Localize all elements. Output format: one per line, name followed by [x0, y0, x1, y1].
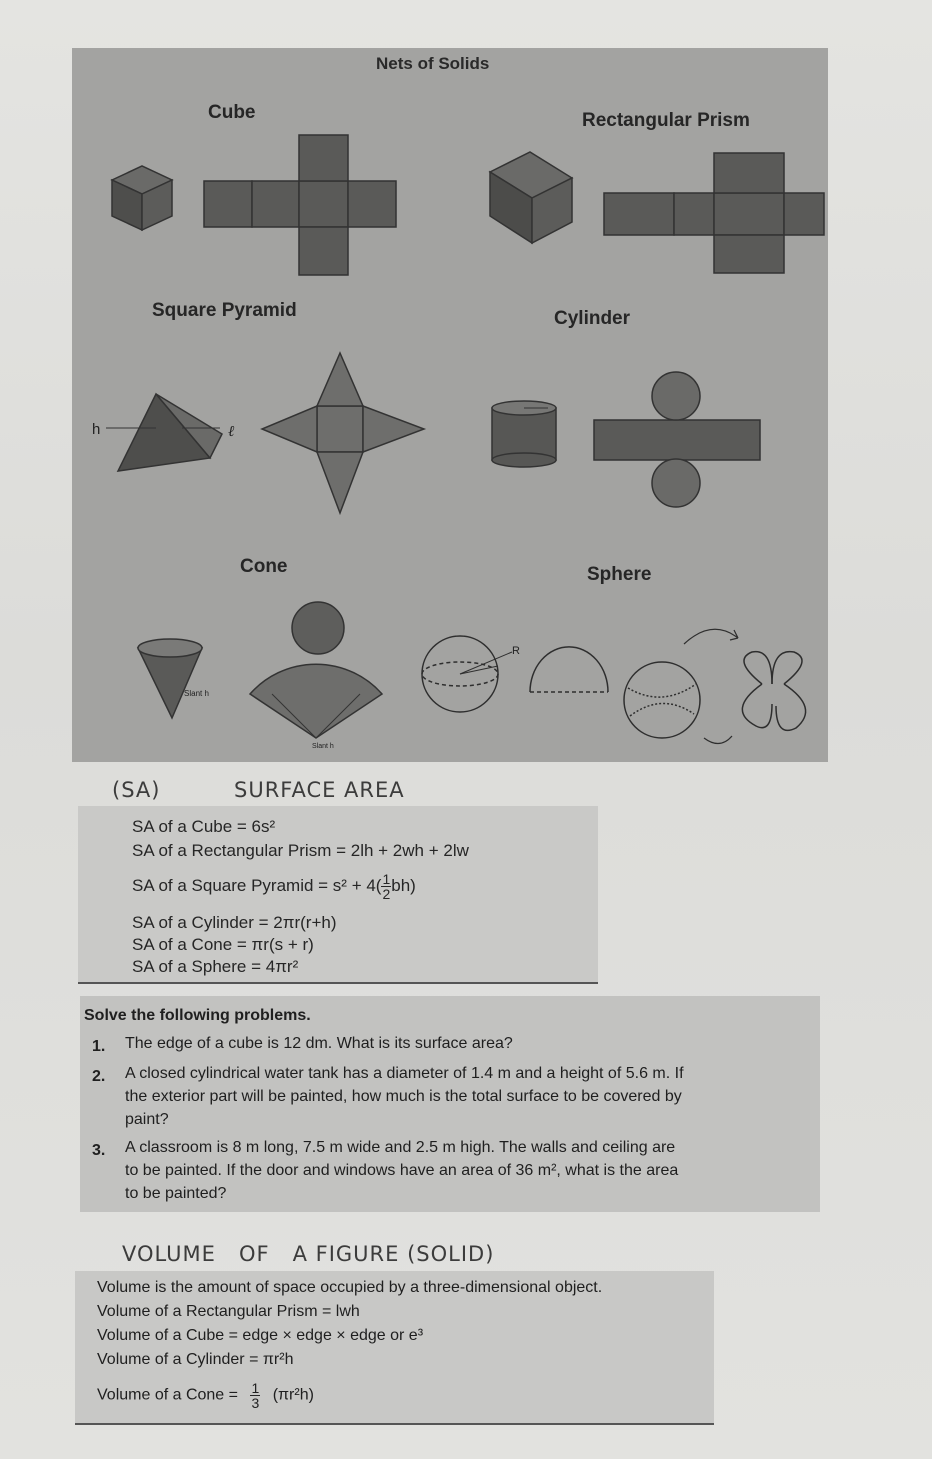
sa-cone-formula: SA of a Cone = πr(s + r) [132, 935, 314, 954]
rectangular-prism-solid [490, 152, 572, 243]
nets-diagram [72, 48, 828, 762]
sa-pyramid-frac-den: 2 [382, 886, 391, 902]
cube-solid [112, 166, 172, 230]
sa-cylinder-formula: SA of a Cylinder = 2πr(r+h) [132, 913, 337, 932]
cone-net [250, 602, 382, 738]
sphere-radius-mark: R [512, 645, 520, 657]
sa-abbrev: (SA) [112, 778, 161, 802]
volume-rect-prism-formula: Volume of a Rectangular Prism = lwh [97, 1303, 360, 1320]
volume-cone-frac-num: 1 [251, 1380, 260, 1396]
rectangular-prism-label: Rectangular Prism [582, 110, 750, 131]
volume-cone-frac-den: 3 [251, 1395, 260, 1411]
cone-net-slant-mark: Slant h [312, 743, 334, 750]
problem-1-line-1: The edge of a cube is 12 dm. What is its surface area? [125, 1035, 513, 1052]
sa-square-pyramid-formula [132, 872, 416, 901]
volume-cylinder-formula: Volume of a Cylinder = πr²h [97, 1351, 294, 1368]
problem-3-text [125, 1136, 678, 1205]
sa-pyramid-prefix: SA of a Square Pyramid = s² + 4( [132, 875, 382, 895]
problem-2-text [125, 1062, 684, 1131]
problems-instruction: Solve the following problems. [84, 1007, 311, 1024]
rectangular-prism-net [604, 153, 824, 273]
sa-rect-prism-formula: SA of a Rectangular Prism = 2lh + 2wh + 2lw [132, 841, 469, 860]
volume-heading: VOLUME OF A FIGURE (SOLID) [122, 1242, 495, 1266]
sa-pyramid-fraction [381, 872, 391, 901]
volume-cone-suffix: (πr²h) [272, 1386, 314, 1404]
hemisphere [530, 647, 608, 692]
volume-formulas [75, 1271, 714, 1425]
problem-1-number: 1. [92, 1038, 106, 1055]
cone-solid [138, 639, 202, 718]
sa-pyramid-suffix: bh) [391, 875, 416, 895]
problem-3-line-3: to be painted? [125, 1185, 227, 1202]
cylinder-net [594, 372, 760, 507]
problem-3-line-1: A classroom is 8 m long, 7.5 m wide and 2.5 m high. The walls and ceiling are [125, 1139, 676, 1156]
sphere-solid [422, 636, 512, 712]
problems-box [80, 996, 820, 1212]
cube-label: Cube [208, 102, 256, 123]
pyramid-height-mark: h [92, 421, 101, 438]
sa-pyramid-frac-num: 1 [382, 871, 391, 887]
sa-cube-formula: SA of a Cube = 6s² [132, 817, 276, 836]
problem-3-number: 3. [92, 1142, 106, 1159]
problem-3-line-2: to be painted. If the door and windows have an area of 36 m², what is the area [125, 1162, 679, 1179]
sphere-label: Sphere [587, 564, 652, 585]
surface-area-formulas [78, 806, 598, 984]
nets-title: Nets of Solids [376, 54, 490, 73]
volume-cube-formula: Volume of a Cube = edge × edge × edge or e³ [97, 1327, 424, 1344]
volume-cone-formula [97, 1381, 314, 1410]
nets-of-solids-panel [72, 48, 828, 762]
problem-2-line-1: A closed cylindrical water tank has a diameter of 1.4 m and a height of 5.6 m. If [125, 1065, 684, 1082]
problem-1-text [125, 1032, 513, 1055]
square-pyramid-net [262, 353, 424, 513]
volume-definition: Volume is the amount of space occupied by a three-dimensional object. [97, 1279, 603, 1296]
cube-net [204, 135, 396, 275]
volume-cone-prefix: Volume of a Cone = [97, 1386, 238, 1404]
volume-cone-fraction [250, 1381, 260, 1410]
sa-sphere-formula: SA of a Sphere = 4πr² [132, 957, 299, 976]
cylinder-label: Cylinder [554, 308, 631, 329]
square-pyramid-label: Square Pyramid [152, 300, 297, 321]
sa-heading: SURFACE AREA [234, 778, 405, 802]
cone-label: Cone [240, 556, 288, 577]
problem-2-number: 2. [92, 1068, 106, 1085]
problem-2-line-3: paint? [125, 1111, 169, 1128]
cone-slant-mark: Slant h [184, 689, 209, 698]
cylinder-solid [492, 401, 556, 467]
pyramid-slant-mark: ℓ [228, 422, 235, 440]
square-pyramid-solid [106, 394, 222, 471]
problem-2-line-2: the exterior part will be painted, how much is the total surface to be covered by [125, 1088, 682, 1105]
sphere-net [624, 629, 806, 743]
